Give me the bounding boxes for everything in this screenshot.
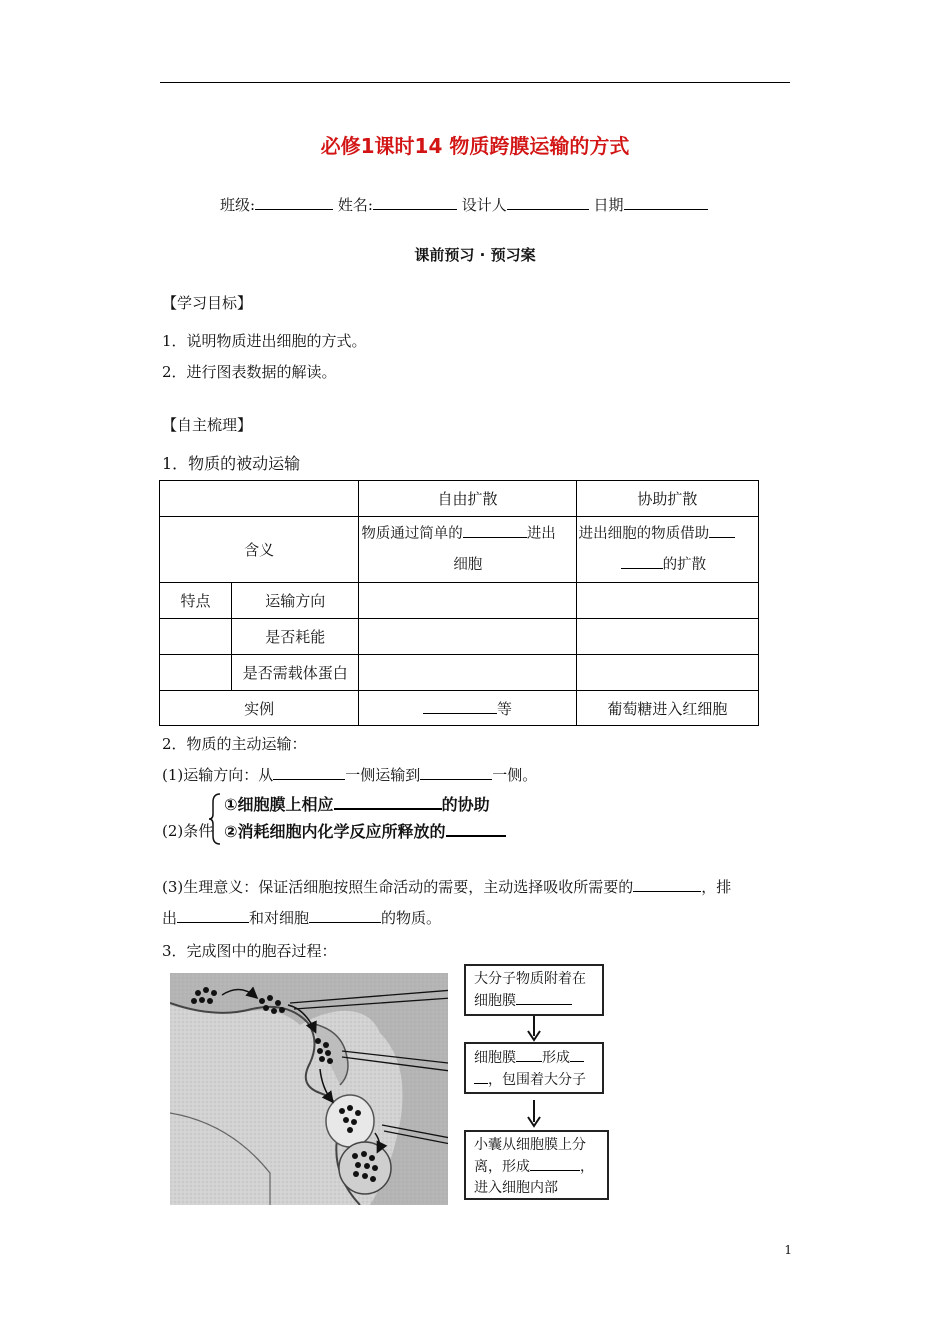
header-facilitated-diffusion: 协助扩散 — [576, 481, 758, 517]
free-example-cell — [359, 691, 576, 726]
flow-step-2 — [464, 1042, 604, 1094]
info-line — [220, 194, 708, 215]
flow-step-1-line-1: 大分子物质附着在 — [474, 971, 586, 987]
meaning-text-3: 出 — [162, 909, 178, 927]
flow-step-2-blank-1[interactable] — [516, 1047, 542, 1062]
designer-blank[interactable] — [507, 195, 589, 210]
page-title: 必修1课时14 物质跨膜运输的方式 — [320, 134, 630, 158]
direction-blank-1[interactable] — [273, 765, 345, 780]
free-direction-cell[interactable] — [359, 583, 576, 619]
flow-step-1-text: 细胞膜 — [474, 993, 516, 1009]
name-blank[interactable] — [373, 195, 457, 210]
date-label: 日期 — [593, 196, 624, 214]
flow-step-3 — [464, 1130, 609, 1200]
flow-step-1-blank[interactable] — [516, 990, 572, 1005]
flow-step-2-line-2 — [474, 1069, 594, 1091]
meaning-text-2: ，排 — [701, 878, 732, 896]
flow-step-3-line-1: 小囊从细胞膜上分 — [474, 1137, 586, 1153]
page-number: 1 — [784, 1243, 792, 1257]
flow-step-3-text: 离，形成 — [474, 1159, 530, 1175]
down-arrow-icon — [524, 1100, 544, 1128]
row-label-carrier: 是否需载体蛋白 — [232, 655, 359, 691]
features-spacer-cell — [160, 619, 232, 655]
flow-step-2-blank-3[interactable] — [474, 1069, 488, 1084]
date-blank[interactable] — [624, 195, 708, 210]
direction-text-3: 一侧。 — [492, 766, 538, 784]
flow-step-3-blank[interactable] — [530, 1156, 580, 1171]
class-label: 班级: — [220, 196, 256, 214]
passive-transport-table — [159, 480, 759, 726]
assist-meaning-text: 进出细胞的物质借助 — [578, 525, 710, 542]
assist-meaning-cell — [576, 517, 758, 583]
down-arrow-icon — [524, 1016, 544, 1042]
row-label-energy: 是否耗能 — [232, 619, 359, 655]
forming-vesicle — [326, 1095, 374, 1147]
table-corner-cell — [160, 481, 359, 517]
flow-step-3-text-2: ， — [580, 1159, 594, 1175]
condition-2 — [224, 819, 506, 842]
row-label-meaning: 含义 — [160, 517, 359, 583]
meaning-text: (3)生理意义：保证活细胞按照生命活动的需要，主动选择吸收所需要的 — [162, 878, 634, 896]
row-label-direction: 运输方向 — [232, 583, 359, 619]
assist-meaning-text-2: 的扩散 — [662, 556, 707, 573]
condition-2-blank[interactable] — [446, 820, 506, 837]
assist-meaning-blank-2[interactable] — [621, 554, 663, 569]
meaning-blank-1[interactable] — [633, 877, 701, 892]
flow-step-2-text-2: 形成 — [542, 1050, 570, 1066]
condition-1-text: ①细胞膜上相应 — [224, 795, 334, 814]
flow-step-2-text: 细胞膜 — [474, 1050, 516, 1066]
goal-item: 2．进行图表数据的解读。 — [162, 363, 337, 381]
assist-carrier-cell[interactable] — [576, 655, 758, 691]
free-energy-cell[interactable] — [359, 619, 576, 655]
features-spacer-cell — [160, 655, 232, 691]
free-meaning-blank[interactable] — [463, 523, 527, 538]
assist-meaning-blank[interactable] — [709, 523, 735, 538]
direction-text: (1)运输方向：从 — [162, 766, 274, 784]
free-carrier-cell[interactable] — [359, 655, 576, 691]
class-blank[interactable] — [255, 195, 333, 210]
goals-heading: 【学习目标】 — [162, 294, 253, 312]
question-1: 1．物质的被动运输 — [162, 454, 301, 473]
question-2: 2．物质的主动运输： — [162, 735, 307, 753]
direction-line — [162, 764, 537, 785]
meaning-text-5: 的物质。 — [381, 909, 442, 927]
free-meaning-cell — [359, 517, 576, 583]
goal-item: 1．说明物质进出细胞的方式。 — [162, 332, 367, 350]
condition-1-blank[interactable] — [334, 793, 442, 810]
condition-label: (2)条件 — [162, 822, 214, 840]
flow-step-3-line-3: 进入细胞内部 — [474, 1180, 558, 1196]
header-rule — [160, 82, 790, 83]
free-example-suffix: 等 — [496, 699, 512, 718]
meaning-text-4: 和对细胞 — [249, 909, 310, 927]
row-label-example: 实例 — [160, 691, 359, 726]
flow-step-1-line-2 — [474, 990, 594, 1012]
section-title: 课前预习 · 预习案 — [414, 246, 536, 264]
condition-1-text-2: 的协助 — [441, 795, 490, 814]
condition-2-text: ②消耗细胞内化学反应所释放的 — [224, 822, 446, 841]
free-meaning-text-3: 细胞 — [453, 556, 483, 573]
flow-step-2-text-3: ，包围着大分子 — [488, 1072, 586, 1088]
meaning-line-1 — [162, 876, 731, 897]
review-heading: 【自主梳理】 — [162, 416, 253, 434]
meaning-blank-2[interactable] — [177, 908, 249, 923]
flow-step-3-line-2 — [474, 1156, 599, 1178]
brace-icon — [208, 792, 222, 846]
free-meaning-text: 物质通过简单的 — [361, 525, 463, 542]
condition-block — [160, 790, 580, 850]
name-label: 姓名: — [337, 196, 373, 214]
flow-step-1 — [464, 964, 604, 1016]
direction-blank-2[interactable] — [420, 765, 492, 780]
flow-step-2-line-1 — [474, 1047, 594, 1069]
assist-example-cell: 葡萄糖进入红细胞 — [576, 691, 758, 726]
row-label-features: 特点 — [160, 583, 232, 619]
assist-energy-cell[interactable] — [576, 619, 758, 655]
free-meaning-text-2: 进出 — [526, 525, 556, 542]
header-free-diffusion: 自由扩散 — [359, 481, 576, 517]
direction-text-2: 一侧运输到 — [345, 766, 421, 784]
free-example-blank[interactable] — [423, 699, 497, 714]
flow-step-2-blank-2[interactable] — [570, 1047, 584, 1062]
condition-1 — [224, 792, 490, 815]
designer-label: 设计人 — [461, 196, 507, 214]
question-3: 3．完成图中的胞吞过程： — [162, 942, 337, 960]
meaning-line-2 — [162, 907, 441, 928]
assist-direction-cell[interactable] — [576, 583, 758, 619]
endocytosis-figure — [170, 973, 448, 1205]
meaning-blank-3[interactable] — [309, 908, 381, 923]
